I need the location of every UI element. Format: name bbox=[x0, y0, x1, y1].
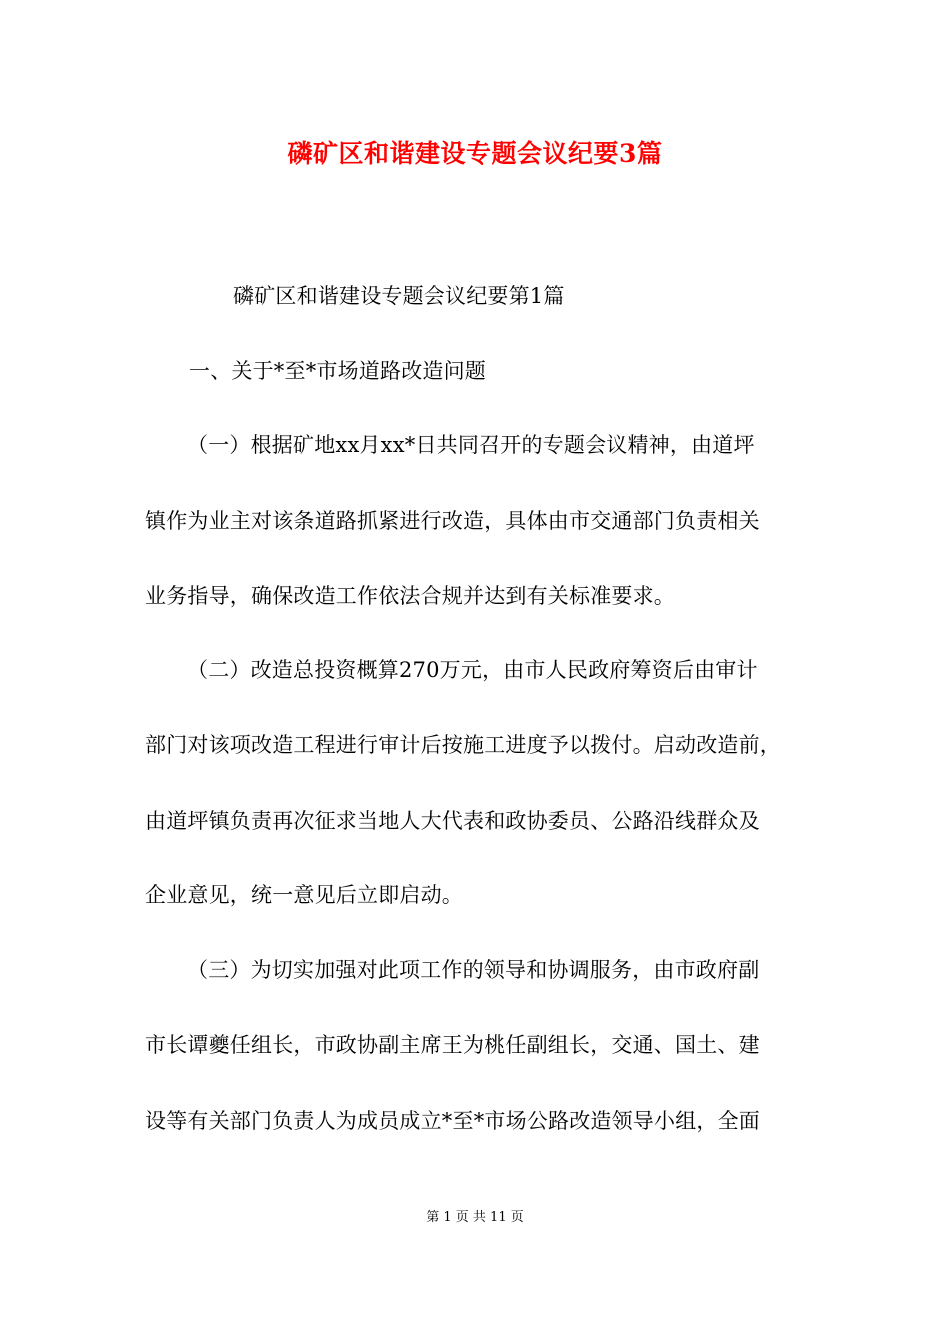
paragraph-line: （二）改造总投资概算270万元，由市人民政府筹资后由审计 bbox=[187, 658, 758, 682]
subsection-heading: 一、关于*至*市场道路改造问题 bbox=[189, 359, 486, 383]
paragraph-line: 部门对该项改造工程进行审计后按施工进度予以拨付。启动改造前， bbox=[145, 733, 781, 757]
paragraph-line: （三）为切实加强对此项工作的领导和协调服务，由市政府副 bbox=[187, 958, 760, 982]
paragraph-line: 市长谭夔任组长，市政协副主席王为桃任副组长，交通、国土、建 bbox=[145, 1033, 760, 1057]
section-heading: 磷矿区和谐建设专题会议纪要第1篇 bbox=[233, 284, 565, 308]
document-title: 磷矿区和谐建设专题会议纪要3篇 bbox=[287, 139, 663, 168]
paragraph-line: 企业意见，统一意见后立即启动。 bbox=[145, 883, 463, 907]
paragraph-line: 由道坪镇负责再次征求当地人大代表和政协委员、公路沿线群众及 bbox=[145, 809, 760, 833]
paragraph-line: 业务指导，确保改造工作依法合规并达到有关标准要求。 bbox=[145, 584, 675, 608]
page-footer: 第 1 页 共 11 页 bbox=[426, 1210, 524, 1225]
paragraph-line: 镇作为业主对该条道路抓紧进行改造，具体由市交通部门负责相关 bbox=[145, 509, 760, 533]
paragraph-line: 设等有关部门负责人为成员成立*至*市场公路改造领导小组，全面 bbox=[145, 1109, 760, 1133]
paragraph-line: （一）根据矿地xx月xx*日共同召开的专题会议精神，由道坪 bbox=[187, 433, 755, 457]
